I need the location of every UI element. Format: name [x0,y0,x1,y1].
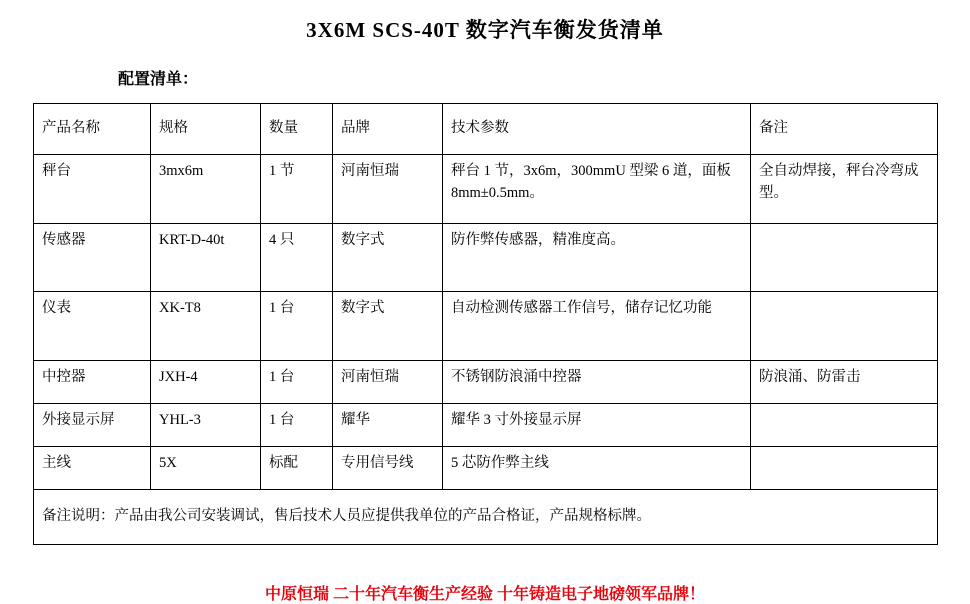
cell-note: 备注说明：产品由我公司安装调试，售后技术人员应提供我单位的产品合格证，产品规格标牌。 [34,490,938,545]
table-note-row [34,490,938,545]
cell-qty: 1 节 [261,155,333,224]
cell-name: 外接显示屏 [34,404,151,447]
cell-brand: 数字式 [333,224,443,292]
cell-params: 自动检测传感器工作信号，储存记忆功能 [443,292,751,361]
cell-brand: 河南恒瑞 [333,155,443,224]
cell-name: 秤台 [34,155,151,224]
table-row [34,404,938,447]
column-header-spec: 规格 [151,104,261,155]
table-header-row [34,104,938,155]
cell-params: 防作弊传感器，精准度高。 [443,224,751,292]
cell-name: 仪表 [34,292,151,361]
table-row [34,224,938,292]
table-row [34,155,938,224]
cell-brand: 河南恒瑞 [333,361,443,404]
column-header-qty: 数量 [261,104,333,155]
cell-params: 5 芯防作弊主线 [443,447,751,490]
cell-spec: 3mx6m [151,155,261,224]
cell-spec: XK-T8 [151,292,261,361]
cell-spec: 5X [151,447,261,490]
cell-remark: 防浪涌、防雷击 [751,361,938,404]
table-row [34,361,938,404]
cell-name: 传感器 [34,224,151,292]
cell-spec: JXH-4 [151,361,261,404]
column-header-remark: 备注 [751,104,938,155]
column-header-params: 技术参数 [443,104,751,155]
cell-brand: 数字式 [333,292,443,361]
table-row [34,447,938,490]
cell-brand: 专用信号线 [333,447,443,490]
cell-params: 耀华 3 寸外接显示屏 [443,404,751,447]
table-row [34,292,938,361]
column-header-name: 产品名称 [34,104,151,155]
cell-remark [751,292,938,361]
column-header-brand: 品牌 [333,104,443,155]
cell-remark: 全自动焊接，秤台冷弯成型。 [751,155,938,224]
cell-params: 不锈钢防浪涌中控器 [443,361,751,404]
cell-spec: KRT-D-40t [151,224,261,292]
page-title: 3X6M SCS-40T 数字汽车衡发货清单 [306,18,664,42]
cell-brand: 耀华 [333,404,443,447]
cell-remark [751,404,938,447]
cell-remark [751,224,938,292]
document-page [0,14,970,603]
cell-qty: 1 台 [261,404,333,447]
section-subtitle: 配置清单： [118,71,199,88]
cell-qty: 4 只 [261,224,333,292]
cell-name: 中控器 [34,361,151,404]
cell-params: 秤台 1 节，3x6m，300mmU 型梁 6 道，面板 8mm±0.5mm。 [443,155,751,224]
cell-remark [751,447,938,490]
cell-spec: YHL-3 [151,404,261,447]
footer-slogan: 中原恒瑞 二十年汽车衡生产经验 十年铸造电子地磅领军品牌！ [264,586,705,603]
cell-qty: 1 台 [261,292,333,361]
cell-name: 主线 [34,447,151,490]
spec-table [33,103,938,545]
cell-qty: 标配 [261,447,333,490]
cell-qty: 1 台 [261,361,333,404]
